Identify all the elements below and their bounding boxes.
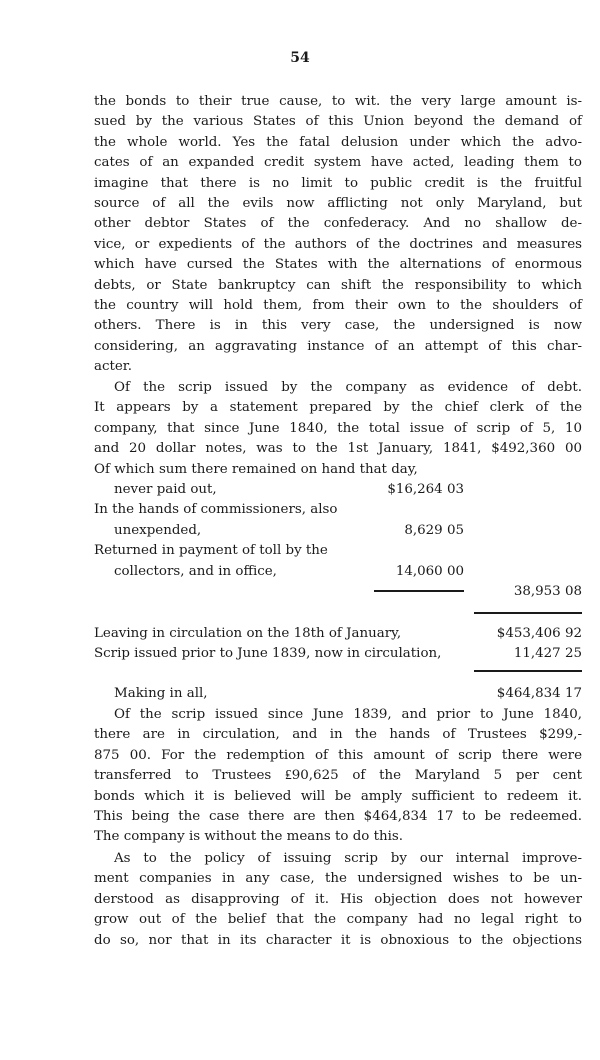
total-rule <box>474 612 582 614</box>
text-line: the country will hold them, from their own to the shoulders of <box>94 297 582 313</box>
text-line: which have cursed the States with the alternations of enormous <box>94 257 582 273</box>
ledger-row-prior <box>94 644 582 664</box>
text-line: As to the policy of issuing scrip by our internal improve- <box>114 851 582 866</box>
text-line: The company is without the means to do this. <box>94 829 404 845</box>
grand-total-rule <box>474 670 582 672</box>
scrip-ledger <box>94 480 582 602</box>
paragraph-4 <box>94 849 582 951</box>
text-line: the bonds to their true cause, to wit. the very large amount is- <box>94 94 582 109</box>
text-line: Of the scrip issued since June 1839, and prior to June 1840, <box>114 707 582 722</box>
text-line: 875 00. For the redemption of this amount of scrip there were <box>94 747 582 763</box>
text-line: others. There is in this very case, the undersigned is now <box>94 318 582 334</box>
grand-total <box>94 684 582 704</box>
text-line: vice, or expedients of the authors of the doctrines and measures <box>94 236 582 252</box>
ledger-label: Leaving in circulation on the 18th of January, <box>94 626 402 641</box>
text-line: considering, an aggravating instance of an attempt of this char- <box>94 338 582 354</box>
ledger-row-never-paid-out <box>94 480 582 500</box>
text-line: transferred to Trustees ₤90,625 of the Maryland 5 per cent <box>94 768 582 784</box>
ledger-value: $16,264 03 <box>387 482 464 497</box>
ledger-row-subtotal <box>94 582 582 602</box>
text-line: ment companies in any case, the undersigned wishes to be un- <box>94 871 582 887</box>
ledger-value: 8,629 05 <box>404 522 464 538</box>
ledger-label: In the hands of commissioners, also <box>94 502 338 518</box>
ledger-row-leaving <box>94 624 582 644</box>
ledger-label: unexpended, <box>114 522 202 538</box>
paragraph-3 <box>94 705 582 848</box>
sum-rule <box>374 590 464 592</box>
text-line: This being the case there are then $464,834 17 to be redeemed. <box>94 808 582 824</box>
ledger-row-returned <box>94 541 582 561</box>
ledger-value: $453,406 92 <box>496 626 582 641</box>
text-line: grow out of the belief that the company had no legal right to <box>94 912 582 928</box>
text-line: and 20 dollar notes, was to the 1st January, 1841, $492,360 00 <box>94 441 582 457</box>
text-line: sued by the various States of this Union beyond the demand of <box>94 114 582 130</box>
text-line: debts, or State bankruptcy can shift the responsibility to which <box>94 277 582 293</box>
ledger-label: Making in all, <box>114 686 208 701</box>
page-number: 54 <box>290 50 310 66</box>
text-line: bonds which it is believed will be amply sufficient to redeem it. <box>94 788 582 804</box>
paragraph-2 <box>94 378 582 480</box>
ledger-row-commissioners <box>94 500 582 520</box>
text-line: imagine that there is no limit to public credit is the fruitful <box>94 175 582 191</box>
ledger-label: never paid out, <box>114 482 217 497</box>
text-line: source of all the evils now afflicting not only Maryland, but <box>94 195 582 211</box>
text-line: Of the scrip issued by the company as evidence of debt. <box>114 380 582 395</box>
text-line: do so, nor that in its character it is obnoxious to the objections <box>94 932 582 948</box>
text-line: Of which sum there remained on hand that day, <box>94 461 418 477</box>
ledger-label: Returned in payment of toll by the <box>94 543 328 559</box>
ledger-row-returned-cont <box>94 562 582 582</box>
ledger-label: collectors, and in office, <box>114 563 277 579</box>
text-line: derstood as disapproving of it. His objection does not however <box>94 891 582 907</box>
ledger-subtotal: 38,953 08 <box>513 583 582 599</box>
ledger-value: $464,834 17 <box>496 686 582 701</box>
text-line: acter. <box>94 359 132 375</box>
text-line: other debtor States of the confederacy. And no shallow de- <box>94 216 582 232</box>
text-line: It appears by a statement prepared by the chief clerk of the <box>94 400 582 416</box>
text-line: company, that since June 1840, the total issue of scrip of 5, 10 <box>94 420 582 436</box>
text-line: cates of an expanded credit system have acted, leading them to <box>94 155 582 171</box>
ledger-label: Scrip issued prior to June 1839, now in circulation, <box>94 646 442 662</box>
circulation-summary <box>94 624 582 665</box>
ledger-row-making <box>94 684 582 704</box>
ledger-value: 14,060 00 <box>395 563 464 579</box>
text-line: the whole world. Yes the fatal delusion under which the advo- <box>94 134 582 150</box>
ledger-value: 11,427 25 <box>513 646 582 662</box>
paragraph-1 <box>94 92 582 377</box>
ledger-row-commissioners-cont <box>94 521 582 541</box>
text-line: there are in circulation, and in the hands of Trustees $299,- <box>94 727 582 743</box>
